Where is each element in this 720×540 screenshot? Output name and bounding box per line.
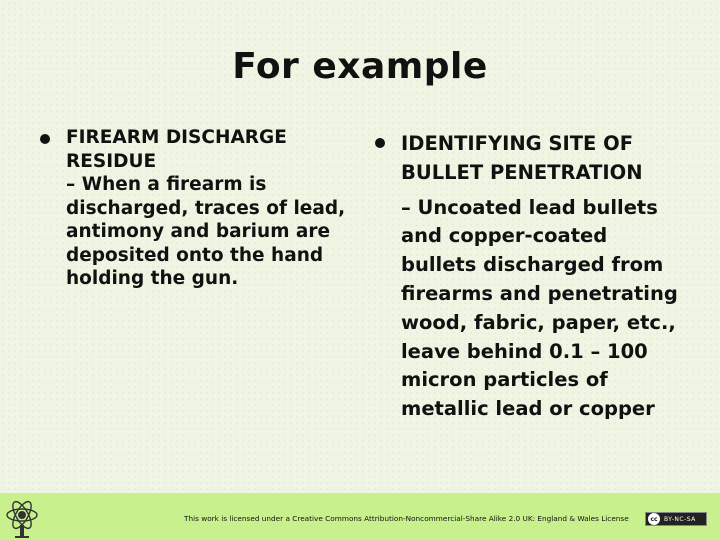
bullet-item-bullet-penetration bbox=[375, 130, 685, 424]
right-column bbox=[375, 130, 685, 424]
bullet-heading-line1: IDENTIFYING SITE OF bbox=[401, 132, 634, 155]
bullet-heading-line1: FIREARM DISCHARGE bbox=[66, 127, 287, 148]
slide-title: For example bbox=[232, 46, 488, 87]
bullet-heading-line2: BULLET PENETRATION bbox=[401, 160, 643, 184]
bullet-text bbox=[66, 126, 360, 291]
bullet-body: – Uncoated lead bullets and copper-coated bullets discharged from firearms and penetrating wood, fabric, paper, etc., leave behind 0.1 – 100 micron particles of metallic lead or copper bbox=[401, 195, 678, 421]
cc-license-badge[interactable] bbox=[645, 512, 707, 526]
cc-icon: cc bbox=[648, 513, 660, 525]
bullet-item-firearm-residue bbox=[40, 126, 360, 291]
cc-terms: BY-NC-SA bbox=[664, 515, 696, 523]
license-text[interactable]: This work is licensed under a Creative Commons Attribution-Noncommercial-Share Alike 2.0 UK: England & Wales License bbox=[184, 514, 629, 523]
bullet-body: – When a firearm is discharged, traces of lead, antimony and barium are deposited onto the hand holding the gun. bbox=[66, 174, 346, 289]
bullet-text bbox=[401, 130, 685, 424]
bullet-dot-icon bbox=[375, 138, 385, 148]
bullet-dot-icon bbox=[40, 134, 50, 144]
left-column bbox=[40, 126, 360, 291]
bullet-heading-line2: RESIDUE bbox=[66, 150, 157, 172]
atom-icon bbox=[2, 495, 42, 539]
footer-band bbox=[0, 493, 720, 540]
